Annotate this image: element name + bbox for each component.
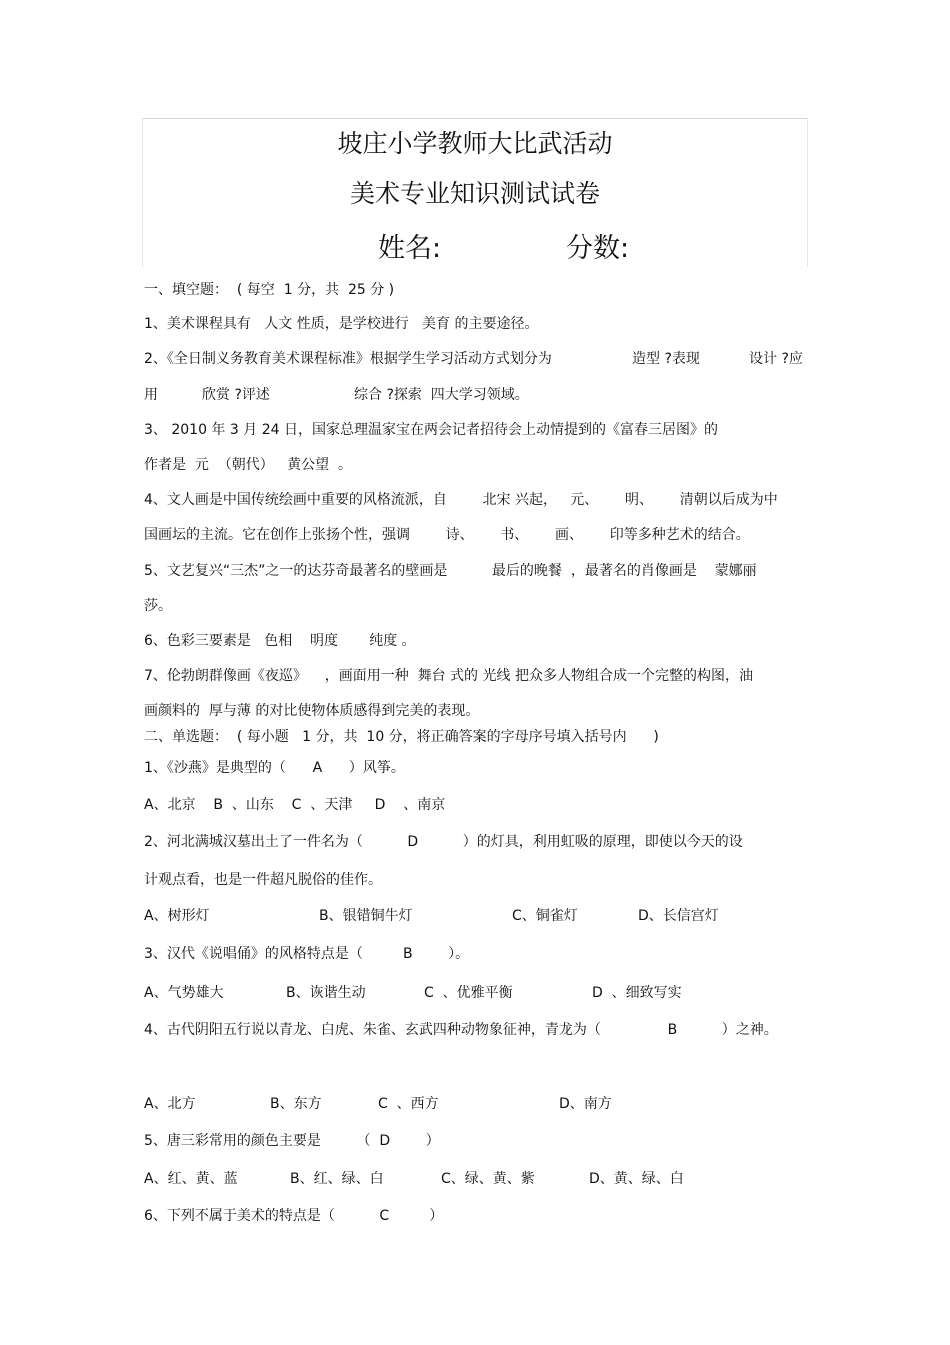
question-2-4: 4、古代阴阳五行说以青龙、白虎、朱雀、玄武四种动物象征神，青龙为（ B ）之神。 (144, 1022, 778, 1038)
answer-1-2d: 综合 ?探索 四大学习领域。 (354, 387, 529, 403)
option-2-2-d: D、长信宫灯 (638, 908, 719, 924)
question-1-3-cont: 作者是 元 （朝代） 黄公望 。 (144, 457, 353, 473)
options-2-1: A、北京 B 、山东 C 、天津 D 、南京 (144, 797, 446, 813)
question-1-7-cont: 画颜料的 厚与薄 的对比使物体质感得到完美的表现。 (144, 703, 480, 719)
option-2-5-a: A、红、黄、蓝 (144, 1171, 238, 1187)
document-subtitle: 美术专业知识测试试卷 (349, 179, 600, 208)
section2-heading: 二、单选题： ( 每小题 1 分，共 10 分，将正确答案的字母序号填入括号内 ) (144, 729, 659, 745)
option-2-4-d: D、南方 (559, 1096, 612, 1112)
answer-1-2a: 造型 ?表现 (632, 351, 700, 367)
question-2-6: 6、下列不属于美术的特点是（ C ） (144, 1208, 444, 1224)
option-2-2-a: A、树形灯 (144, 908, 210, 924)
option-2-2-c: C、铜雀灯 (512, 908, 578, 924)
question-1-1: 1、美术课程具有 人文 性质，是学校进行 美育 的主要途径。 (144, 316, 539, 332)
option-2-5-c: C、绿、黄、紫 (441, 1171, 535, 1187)
option-2-3-c: C 、优雅平衡 (424, 985, 513, 1001)
question-1-4-cont: 国画坛的主流。它在创作上张扬个性，强调 诗、 书、 画、 印等多种艺术的结合。 (144, 527, 750, 543)
question-2-1: 1、《沙燕》是典型的（ A ）风筝。 (144, 760, 405, 776)
option-2-5-b: B、红、绿、白 (290, 1171, 384, 1187)
question-1-7: 7、伦勃朗群像画《夜巡》 ，画面用一种 舞台 式的 光线 把众多人物组合成一个完整的构图，油 (144, 668, 753, 684)
question-1-5: 5、文艺复兴“三杰”之一的达芬奇最著名的壁画是 最后的晚餐 ，最著名的肖像画是 蒙娜丽 (144, 563, 757, 579)
question-2-5: 5、唐三彩常用的颜色主要是 （ D ） (144, 1133, 440, 1149)
answer-1-2c: 欣赏 ?评述 (202, 387, 270, 403)
question-1-6: 6、色彩三要素是 色相 明度 纯度 。 (144, 633, 416, 649)
question-1-2-cont: 用 (144, 387, 158, 403)
option-2-4-c: C 、西方 (378, 1096, 439, 1112)
option-2-3-b: B、诙谐生动 (286, 985, 366, 1001)
option-2-3-a: A、气势雄大 (144, 985, 224, 1001)
question-1-2: 2、《全日制义务教育美术课程标准》根据学生学习活动方式划分为 (144, 351, 552, 367)
answer-1-2b: 设计 ?应 (749, 351, 803, 367)
score-label: 分数: (566, 233, 630, 264)
option-2-3-d: D 、细致写实 (592, 985, 682, 1001)
option-2-2-b: B、银错铜牛灯 (319, 908, 413, 924)
section1-heading: 一、填空题： ( 每空 1 分，共 25 分 ) (144, 282, 395, 298)
name-label: 姓名: (378, 233, 442, 264)
question-1-4: 4、文人画是中国传统绘画中重要的风格流派，自 北宋 兴起， 元、 明、 清朝以后成为中 (144, 492, 778, 508)
option-2-4-b: B、东方 (270, 1096, 322, 1112)
option-2-4-a: A、北方 (144, 1096, 196, 1112)
option-2-5-d: D、黄、绿、白 (589, 1171, 684, 1187)
question-1-3: 3、 2010 年 3 月 24 日，国家总理温家宝在两会记者招待会上动情提到的《富春三居图》的 (144, 422, 718, 438)
question-1-5-cont: 莎。 (144, 598, 172, 614)
question-2-2: 2、河北满城汉墓出土了一件名为（ D ）的灯具，利用虹吸的原理，即使以今天的设 (144, 834, 743, 850)
question-2-3: 3、汉代《说唱俑》的风格特点是（ B ）。 (144, 946, 470, 962)
question-2-2-cont: 计观点看，也是一件超凡脱俗的佳作。 (144, 872, 382, 888)
document-title: 坡庄小学教师大比武活动 (337, 129, 613, 158)
